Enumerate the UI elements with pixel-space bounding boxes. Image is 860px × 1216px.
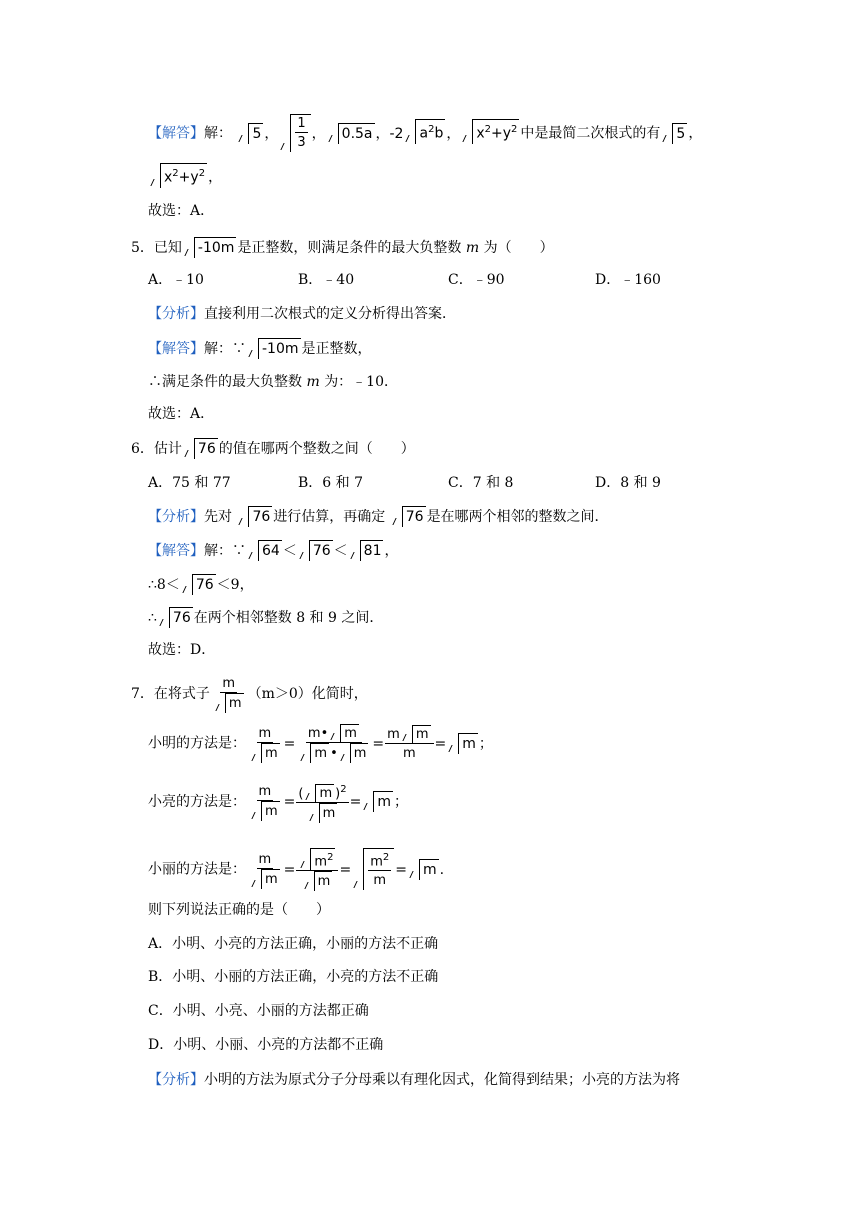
math-expr: $x^2+y^2$: [148, 170, 208, 186]
text: 为（ ）: [483, 240, 554, 256]
q4-solution-line2: $x^2+y^2$ ，: [148, 163, 222, 188]
q5-analysis: [148, 304, 456, 324]
option-b[interactable]: B．﹣40: [298, 272, 355, 288]
text: 小丽的方法是：: [148, 861, 246, 878]
option-b[interactable]: B．6 和 7: [298, 475, 364, 491]
q7-li: 小丽的方法是： $\frac{m}{m}$ = $\frac{m^2}{m}$ = $\frac{m^2}{m}$ = m .: [148, 848, 444, 891]
text: 直接利用二次根式的定义分析得出答案．: [204, 306, 456, 322]
q6-stem: 6．估计 76 的值在哪两个整数之间（ ）: [131, 438, 415, 459]
text: 已知: [153, 240, 182, 256]
text: 进行估算，再确定: [273, 509, 386, 525]
text: ∴: [148, 610, 157, 626]
solution-tag: 【解答】: [148, 341, 204, 357]
text: 小明的方法是：: [148, 735, 246, 752]
text: 的值在哪两个整数之间（ ）: [218, 441, 415, 457]
q4-solution-line1: 【解答】解： 5 ， $\frac{1}{3}$ ， 0.5a ，-2 $a^2b$ ， $x^2+y^2$ 中是最简二次根式的有 5 ，: [148, 116, 703, 150]
q7-ask: 则下列说法正确的是（ ）: [148, 902, 330, 918]
text: 估计: [153, 441, 182, 457]
q6-step3: ∴ 76 在两个相邻整数 8 和 9 之间．: [148, 607, 383, 628]
math-expr: 5 ， $\frac{1}{3}$ ， 0.5a ，-2 $a^2b$ ， $x^2+y^2$: [236, 126, 520, 142]
option-c[interactable]: C．7 和 8: [448, 475, 514, 491]
text: 是正整数，: [301, 341, 372, 357]
q7-option-a[interactable]: A．小明、小亮的方法正确，小丽的方法不正确: [148, 936, 439, 952]
text: 小亮的方法是：: [148, 794, 246, 811]
option-a[interactable]: A．75 和 77: [148, 475, 231, 491]
q7-option-d[interactable]: D．小明、小丽、小亮的方法都不正确: [148, 1037, 384, 1053]
question-number: 5．: [131, 240, 154, 256]
variable: m: [465, 240, 480, 256]
variable: m: [306, 374, 320, 390]
q7-option-c[interactable]: C．小明、小亮、小丽的方法都正确: [148, 1003, 369, 1019]
text: ＜9，: [216, 577, 254, 593]
text: 中是最简二次根式的有: [520, 125, 661, 142]
solution-tag: 【解答】: [148, 543, 204, 559]
question-number: 6．: [131, 441, 154, 457]
q5-select: 故选：A．: [148, 406, 215, 422]
q6-step2: ∴8＜ 76 ＜9，: [148, 574, 254, 595]
q6-solution: 【解答】解：∵ 64 ＜ 76 ＜ 81 ，: [148, 540, 398, 561]
q7-stem: 7．在将式子 $\frac{m}{m}$ （m＞0）化简时，: [131, 676, 368, 711]
q7-ming: 小明的方法是： $\frac{m}{m}$ = $\frac{m• m}{m • m}$ = $\frac{\text{m m}}{m}$ = m ；: [148, 725, 493, 761]
text: ∴满足条件的最大负整数: [148, 374, 302, 390]
text: 先对: [204, 509, 232, 525]
question-number: 7．: [131, 686, 154, 702]
analysis-tag: 【分析】: [148, 509, 204, 525]
analysis-tag: 【分析】: [148, 306, 204, 322]
q7-option-b[interactable]: B．小明、小丽的方法正确，小亮的方法不正确: [148, 969, 439, 985]
text: 是在哪两个相邻的整数之间．: [426, 509, 609, 525]
q6-analysis: 【分析】先对 76 进行估算，再确定 76 是在哪两个相邻的整数之间．: [148, 506, 609, 527]
q4-select: 故选：A．: [148, 203, 215, 219]
option-d[interactable]: D．8 和 9: [595, 475, 661, 491]
q5-conclusion: [148, 372, 398, 392]
text: 为：﹣10．: [324, 374, 399, 390]
analysis-tag: 【分析】: [148, 1072, 204, 1088]
text: 是正整数，则满足条件的最大负整数: [237, 240, 462, 256]
q6-select: 故选：D．: [148, 642, 216, 658]
text: ∴8＜: [148, 577, 180, 593]
solution-prefix: 解：: [204, 125, 232, 142]
text: 小明的方法为原式分子分母乘以有理化因式，化简得到结果；小亮的方法为将: [204, 1072, 680, 1088]
q5-stem: 5．已知 -10m 是正整数，则满足条件的最大负整数 m 为（ ）: [131, 237, 554, 258]
text: 在两个相邻整数 8 和 9 之间．: [193, 610, 384, 626]
q5-solution: 【解答】解：∵ -10m 是正整数，: [148, 338, 372, 359]
solution-tag: 【解答】: [148, 125, 204, 142]
text: （m＞0）化简时，: [247, 686, 368, 702]
text: 解：∵: [204, 341, 246, 357]
text: 在将式子: [153, 686, 210, 702]
option-c[interactable]: C．﹣90: [448, 272, 505, 288]
q7-analysis: [148, 1070, 680, 1090]
text: 解：∵: [204, 543, 246, 559]
option-d[interactable]: D．﹣160: [595, 272, 661, 288]
q7-liang: 小亮的方法是： $\frac{m}{m}$ = $\frac{( m )^2}{m}$ = m ；: [148, 781, 408, 823]
option-a[interactable]: A．﹣10: [148, 272, 204, 288]
